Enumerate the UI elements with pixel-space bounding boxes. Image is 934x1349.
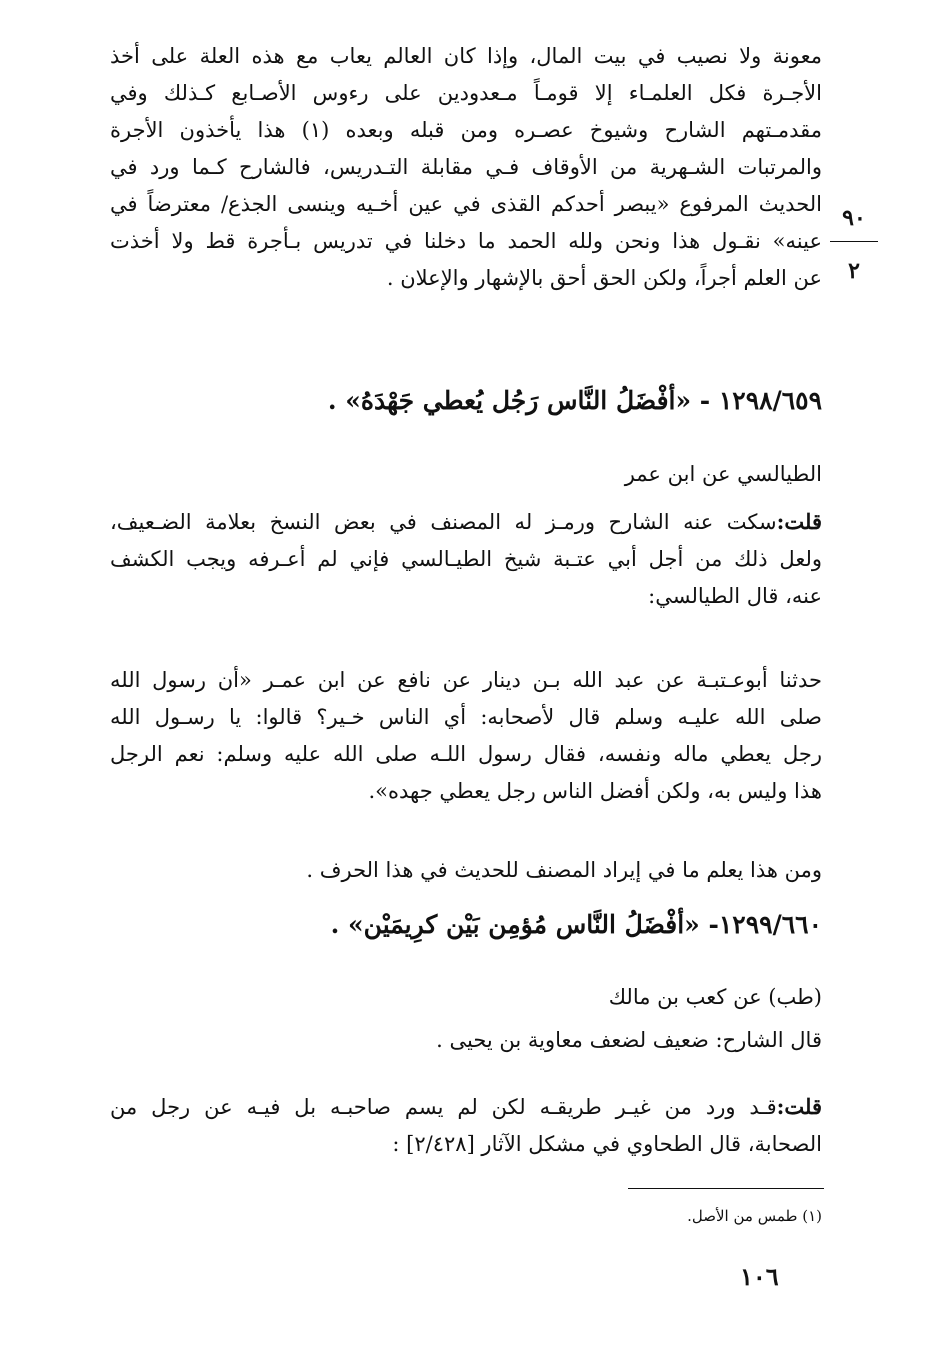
paragraph-1-line: مقدمـتهم الشارح وشيوخ عصـره ومن قبله وبعده (١) هذا يأخذون الأجرة — [110, 118, 822, 142]
qult-2-line — [110, 1088, 822, 1126]
qult-paragraph-1 — [110, 503, 822, 615]
margin-ref-top: ٩٠ — [842, 205, 866, 231]
paragraph-1-line: عينه» نقـول هذا ونحن ولله الحمد ما دخلنا في تدريس بـأجرة قط ولا أخذت — [110, 229, 822, 253]
hadith-source-660: (طب) عن كعب بن مالك — [608, 985, 822, 1009]
paragraph-1-line: الحديث المرفوع «يبصر أحدكم القذى في عين أخـيه وينسى الجذع/ معترضاً في — [110, 192, 822, 216]
hadith-source-659: الطيالسي عن ابن عمر — [624, 462, 822, 486]
margin-ref-bottom: ٢ — [848, 258, 860, 284]
hadith-entry-659: ١٢٩٨/٦٥٩ - «أفْضَلُ النَّاس رَجُل يُعطي جَهْدَهُ» . — [327, 386, 822, 415]
hadith-text-line: هذا وليس به، ولكن أفضل الناس رجل يعطي جهده». — [368, 779, 822, 803]
qult-1-line — [110, 503, 822, 541]
footnote-divider — [628, 1188, 824, 1189]
sharih-comment: قال الشارح: ضعيف لضعف معاوية بن يحيى . — [436, 1028, 822, 1052]
margin-ref-rule — [830, 241, 878, 242]
qult-2-line: الصحابة، قال الطحاوي في مشكل الآثار [٢/٤٢٨] : — [392, 1132, 822, 1156]
paragraph-1-line: والمرتبات الشـهرية من الأوقاف فـي مقابلة التـدريس، فالشارح كـما ورد في — [110, 155, 822, 179]
qult-paragraph-2 — [110, 1088, 822, 1163]
paragraph-1-line: معونة ولا نصيب في بيت المال، وإذا كان العالم يعاب مع هذه العلة على أخذ — [110, 44, 822, 68]
qult-2-text: قـد ورد من غيـر طريقـه لكن لم يسم صاحبـه بل فيـه عن رجل من — [110, 1095, 777, 1119]
qult-label: قلت: — [776, 1094, 822, 1119]
hadith-text-line: حدثنا أبوعـتبـة عن عبد الله بـن دينار عن نافع عن ابن عمـر «أن رسول الله — [110, 668, 822, 692]
hadith-text-line: صلى الله عليـه وسلم قال لأصحابه: أي الناس خـير؟ قالوا: يا رسـول الله — [110, 705, 822, 729]
page-number: ١٠٦ — [740, 1262, 779, 1291]
paragraph-1-line: الأجـرة فكل العلمـاء إلا قومـاً مـعدودين على رءوس الأصـابع كـذلك وفي — [110, 81, 822, 105]
paragraph-1-line: عن العلم أجراً، ولكن الحق أحق بالإشهار والإعلان . — [386, 266, 822, 290]
conclusion-line: ومن هذا يعلم ما في إيراد المصنف للحديث في هذا الحرف . — [306, 858, 822, 882]
hadith-entry-660: ١٢٩٩/٦٦٠- «أفْضَلُ النَّاس مُؤمِن بَيْن كرِيمَيْن» . — [330, 910, 822, 939]
qult-1-text: سكت عنه الشارح ورمـز له المصنف في بعض النسخ بعلامة الضـعيف، — [110, 510, 777, 534]
qult-1-line: ولعل ذلك من أجل أبي عتـبة شيخ الطيـالسي فإني لم أعـرفه ويجب الكشف — [110, 547, 822, 571]
paragraph-1 — [110, 38, 822, 297]
footnote: (١) طمس من الأصل. — [687, 1207, 822, 1225]
qult-label: قلت: — [776, 509, 822, 534]
qult-1-line: عنه، قال الطيالسي: — [648, 584, 822, 608]
hadith-text-line: رجل يعطي ماله ونفسه، فقال رسول اللـه صلى الله عليه وسلم: نعم الرجل — [110, 742, 822, 766]
hadith-text — [110, 662, 822, 810]
